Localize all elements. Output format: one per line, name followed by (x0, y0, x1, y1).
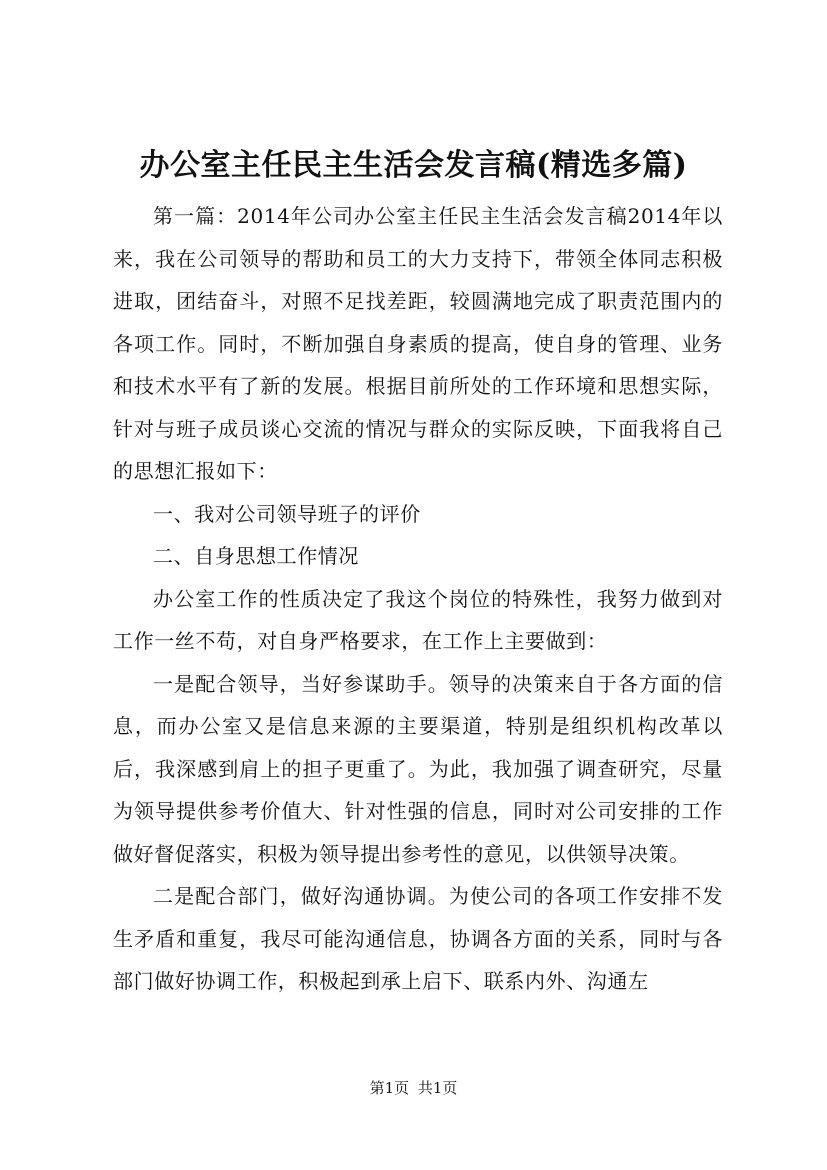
paragraph-point-2: 二是配合部门，做好沟通协调。为使公司的各项工作安排不发生矛盾和重复，我尽可能沟通信息，协调各方面的关系，同时与各部门做好协调工作，积极起到承上启下、联系内外、沟通左 (113, 884, 723, 993)
document-body (113, 195, 723, 1003)
page-footer (0, 1078, 827, 1098)
paragraph-section-2: 二、自身思想工作情况 (153, 544, 359, 568)
paragraph-point-1: 一是配合领导，当好参谋助手。领导的决策来自于各方面的信息，而办公室又是信息来源的主要渠道，特别是组织机构改革以后，我深感到肩上的担子更重了。为此，我加强了调查研究，尽量为领导提供参考价值大、针对性强的信息，同时对公司安排的工作做好督促落实，积极为领导提出参考性的意见，以供领导决策。 (113, 671, 723, 866)
page-total: 共1页 (417, 1079, 458, 1097)
paragraph-section-1: 一、我对公司领导班子的评价 (153, 501, 421, 526)
page-number: 第1页 (369, 1079, 410, 1097)
document-title: 办公室主任民主生活会发言稿(精选多篇) (139, 148, 688, 183)
paragraph-work-nature: 办公室工作的性质决定了我这个岗位的特殊性，我努力做到对工作一丝不苟，对自身严格要求，在工作上主要做到： (113, 586, 723, 653)
paragraph-intro: 第一篇：2014年公司办公室主任民主生活会发言稿2014年以来，我在公司领导的帮助和员工的大力支持下，带领全体同志积极进取，团结奋斗，对照不足找差距，较圆满地完成了职责范围内的各项工作。同时，不断加强自身素质的提高，使自身的管理、业务和技术水平有了新的发展。根据目前所处的工作环境和思想实际，针对与班子成员谈心交流的情况与群众的实际反映，下面我将自己的思想汇报如下： (113, 204, 723, 483)
